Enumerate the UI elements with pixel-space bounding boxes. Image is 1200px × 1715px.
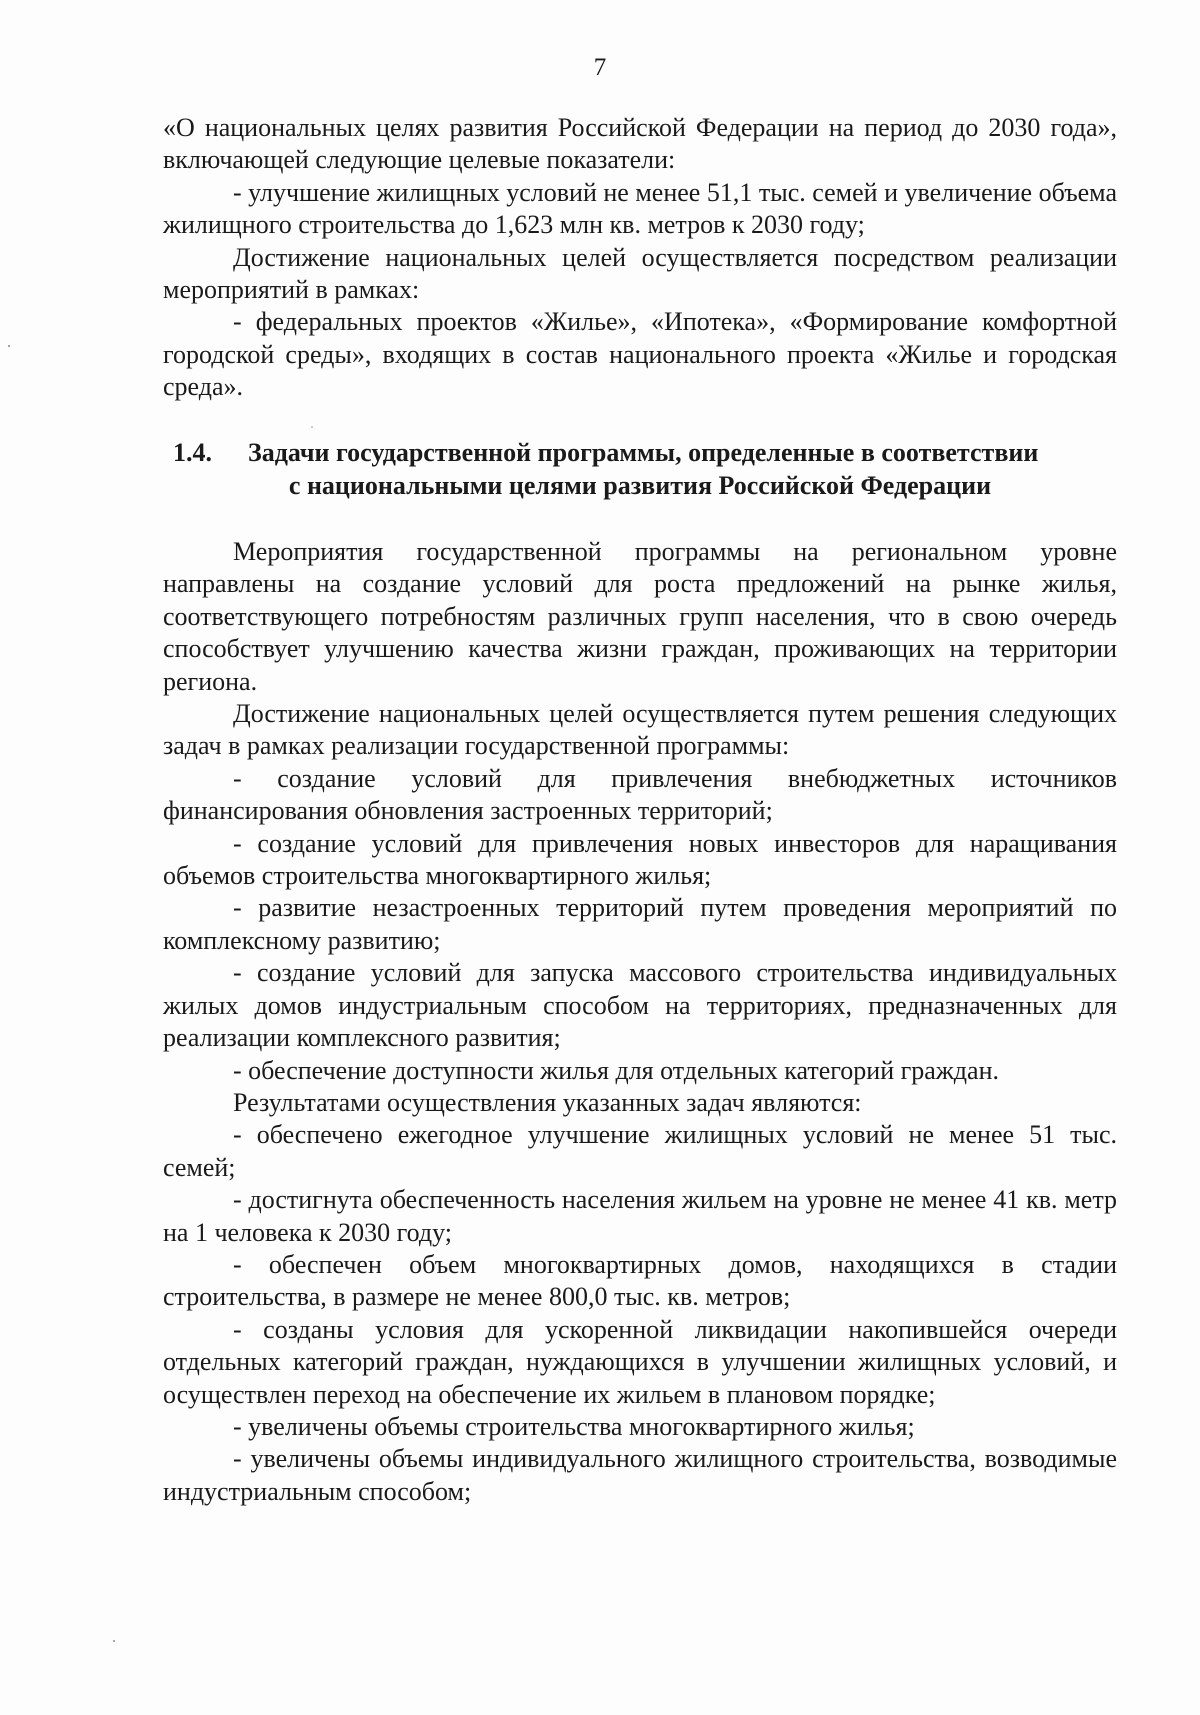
result-item: - обеспечен объем многоквартирных домов, находящихся в стадии строительства, в размере не менее 800,0 тыс. кв. метров; bbox=[163, 1249, 1117, 1312]
body-paragraph-tasks-intro: Достижение национальных целей осуществляется путем решения следующих задач в рамках реализации государственной программы: bbox=[163, 699, 1117, 761]
intro-block bbox=[163, 112, 1117, 404]
task-item: - обеспечение доступности жилья для отдельных категорий граждан. bbox=[233, 1055, 999, 1085]
intro-paragraph-target: - улучшение жилищных условий не менее 51,1 тыс. семей и увеличение объема жилищного строительства до 1,623 млн кв. метров к 2030 году; bbox=[163, 177, 1117, 240]
result-item: - обеспечено ежегодное улучшение жилищных условий не менее 51 тыс. семей; bbox=[163, 1120, 1117, 1182]
result-item: - созданы условия для ускоренной ликвидации накопившейся очереди отдельных категорий граждан, нуждающихся в улучшении жилищных условий, и осуществлен переход на обеспечение их жильем в плановом порядке; bbox=[163, 1314, 1117, 1409]
intro-paragraph-achievement: Достижение национальных целей осуществляется посредством реализации мероприятий в рамках: bbox=[163, 242, 1117, 305]
scan-speck bbox=[113, 1640, 115, 1642]
body-paragraph-measures: Мероприятия государственной программы на региональном уровне направлены на создание условий для роста предложений на рынке жилья, соответствующего потребностям различных групп населения, что в свою очередь способствует улучшению качества жизни граждан, проживающих на территории региона. bbox=[163, 537, 1117, 696]
intro-paragraph-decree: «О национальных целях развития Российской Федерации на период до 2030 года», включающей следующие целевые показатели: bbox=[163, 113, 1117, 175]
section-number: 1.4. bbox=[173, 438, 212, 467]
task-item: - создание условий для привлечения новых инвесторов для наращивания объемов строительства многоквартирного жилья; bbox=[163, 828, 1117, 891]
section-title-line1: Задачи государственной программы, определенные в соответствии bbox=[248, 438, 1039, 467]
task-item: - создание условий для запуска массового строительства индивидуальных жилых домов индустриальным способом на территориях, предназначенных для реализации комплексного развития; bbox=[163, 958, 1117, 1053]
body-block bbox=[163, 536, 1117, 1508]
results-intro: Результатами осуществления указанных задач являются: bbox=[233, 1087, 862, 1117]
page-number: 7 bbox=[593, 54, 607, 81]
result-item: - увеличены объемы индивидуального жилищного строительства, возводимые индустриальным способом; bbox=[163, 1444, 1117, 1506]
result-item: - увеличены объемы строительства многоквартирного жилья; bbox=[233, 1411, 915, 1441]
task-item: - создание условий для привлечения внебюджетных источников финансирования обновления застроенных территорий; bbox=[163, 763, 1117, 826]
section-title-line2: с национальными целями развития Российской Федерации bbox=[288, 471, 992, 500]
scan-speck bbox=[8, 345, 10, 347]
scan-speck bbox=[311, 426, 313, 428]
result-item: - достигнута обеспеченность населения жильем на уровне не менее 41 кв. метр на 1 человека к 2030 году; bbox=[163, 1185, 1117, 1247]
intro-paragraph-projects: - федеральных проектов «Жилье», «Ипотека», «Формирование комфортной городской среды», входящих в состав национального проекта «Жилье и городская среда». bbox=[163, 307, 1117, 402]
task-item: - развитие незастроенных территорий путем проведения мероприятий по комплексному развитию; bbox=[163, 893, 1117, 955]
